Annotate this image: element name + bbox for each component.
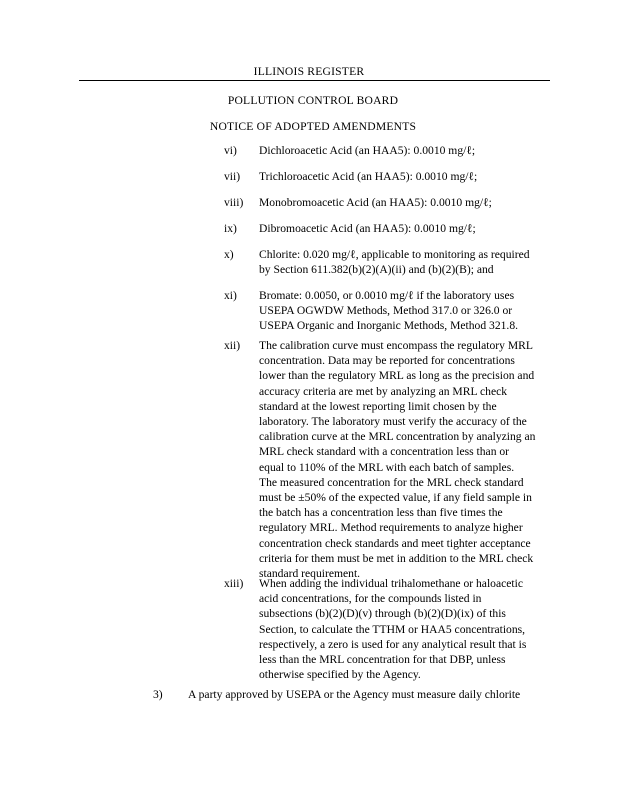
text-line: Dichloroacetic Acid (an HAA5): 0.0010 mg/ℓ; (259, 144, 476, 157)
text-line: by Section 611.382(b)(2)(A)(ii) and (b)(2)(B); and (259, 263, 494, 277)
text-line: Dibromoacetic Acid (an HAA5): 0.0010 mg/ℓ; (259, 222, 476, 235)
text-line: USEPA Organic and Inorganic Methods, Method 321.8. (259, 319, 519, 333)
text-line: laboratory. The laboratory must verify the accuracy of the (259, 415, 527, 429)
text-line: Chlorite: 0.020 mg/ℓ, applicable to monitoring as required (259, 248, 530, 261)
item-number: ix) (224, 222, 237, 235)
text-line: concentration check standards and meet tighter acceptance (259, 536, 531, 550)
notice-title: NOTICE OF ADOPTED AMENDMENTS (209, 120, 417, 133)
text-line: subsections (b)(2)(D)(v) through (b)(2)(D)(ix) of this (259, 607, 506, 621)
text-line: otherwise specified by the Agency. (259, 668, 421, 682)
item-text (259, 338, 551, 581)
item-number: xii) (224, 339, 241, 352)
item-text (259, 576, 551, 682)
text-line: The calibration curve must encompass the regulatory MRL (259, 339, 533, 352)
text-line: USEPA OGWDW Methods, Method 317.0 or 326.0 or (259, 304, 513, 318)
text-line: Trichloroacetic Acid (an HAA5): 0.0010 mg/ℓ; (259, 170, 478, 183)
text-line: regulatory MRL. Method requirements to analyze higher (259, 521, 523, 535)
item-number: viii) (224, 196, 244, 209)
item-text (259, 143, 551, 158)
text-line: Monobromoacetic Acid (an HAA5): 0.0010 mg/ℓ; (259, 196, 492, 209)
board-name: POLLUTION CONTROL BOARD (227, 94, 399, 107)
text-line: standard at the lowest reporting limit chosen by the (259, 399, 497, 413)
register-title: ILLINOIS REGISTER (253, 65, 365, 78)
text-line: The measured concentration for the MRL check standard (259, 475, 524, 489)
text-line: When adding the individual trihalomethane or haloacetic (259, 577, 523, 590)
item-number: xiii) (224, 577, 244, 590)
header-rule (79, 80, 550, 81)
text-line: Bromate: 0.0050, or 0.0010 mg/ℓ if the laboratory uses (259, 289, 515, 302)
text-line: accuracy criteria are met by analyzing an MRL check (259, 384, 508, 398)
item-number: xi) (224, 289, 237, 302)
text-line: A party approved by USEPA or the Agency must measure daily chlorite (188, 688, 521, 701)
text-line: respectively, a zero is used for any analytical result that is (259, 637, 527, 651)
item-text (259, 195, 551, 210)
text-line: equal to 110% of the MRL with each batch of samples. (259, 460, 515, 474)
text-line: the batch has a concentration less than five times the (259, 506, 503, 520)
text-line: lower than the regulatory MRL as long as the precision and (259, 369, 535, 383)
item-text (259, 221, 551, 236)
text-line: Section, to calculate the TTHM or HAA5 concentrations, (259, 622, 526, 636)
item-text (188, 687, 558, 702)
item-text (259, 288, 551, 334)
item-number: vii) (224, 170, 241, 183)
text-line: standard requirement. (259, 567, 361, 581)
item-number: x) (224, 248, 234, 261)
item-number: vi) (224, 144, 237, 157)
item-text (259, 247, 551, 277)
text-line: less than the MRL concentration for that DBP, unless (259, 653, 506, 667)
text-line: criteria for them must be met in addition to the MRL check (259, 551, 534, 565)
text-line: concentration. Data may be reported for concentrations (259, 354, 515, 368)
text-line: MRL check standard with a concentration less than or (259, 445, 510, 459)
item-text (259, 169, 551, 184)
text-line: acid concentrations, for the compounds listed in (259, 592, 482, 606)
text-line: must be ±50% of the expected value, if any field sample in (259, 491, 532, 505)
item-number: 3) (153, 688, 163, 701)
text-line: calibration curve at the MRL concentration by analyzing an (259, 430, 536, 444)
